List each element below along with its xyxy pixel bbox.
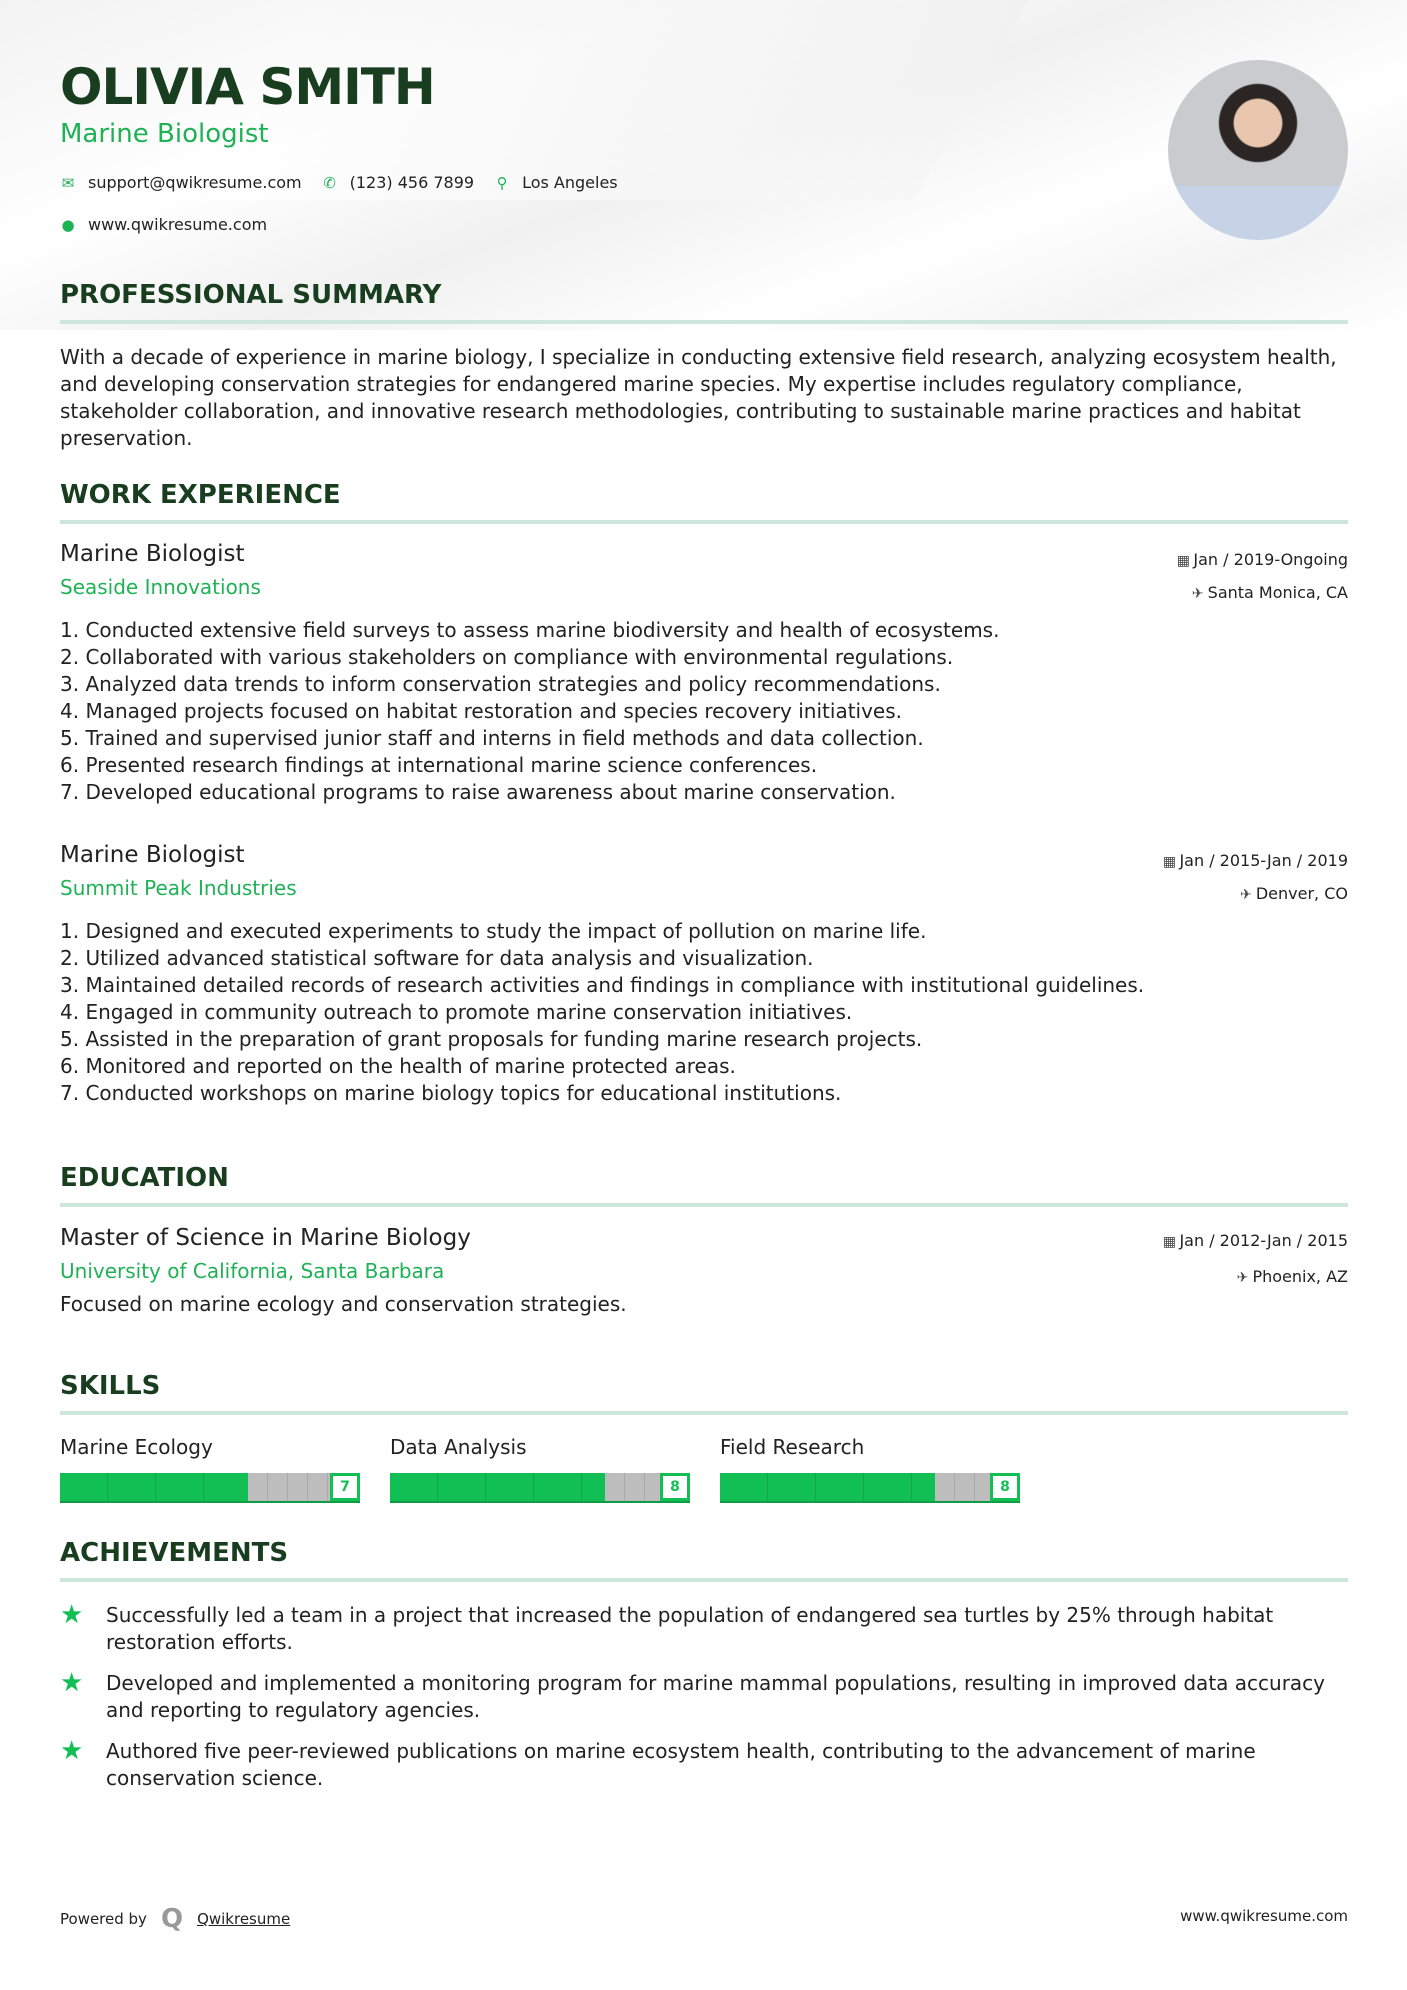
skill-item (720, 1435, 1020, 1503)
skills-section (60, 1371, 1348, 1415)
list-item: 3. Analyzed data trends to inform conservation strategies and policy recommendations. (60, 672, 941, 696)
star-icon: ★ (60, 1736, 84, 1766)
location-pin-icon: ⚲ (496, 173, 508, 192)
company: Seaside Innovations (60, 575, 261, 599)
achievement-item (60, 1670, 1348, 1724)
skill-name: Marine Ecology (60, 1435, 213, 1459)
list-item: 1. Designed and executed experiments to study the impact of pollution on marine life. (60, 919, 927, 943)
list-item: 5. Trained and supervised junior staff and interns in field methods and data collection. (60, 726, 924, 750)
skill-bar-fill (390, 1473, 605, 1501)
education-location: ✈ Phoenix, AZ (1232, 1267, 1348, 1286)
list-item: 3. Maintained detailed records of research activities and findings in compliance with institutional guidelines. (60, 973, 1145, 997)
job-location: ✈ Santa Monica, CA (1188, 583, 1348, 602)
job-date: ▦ Jan / 2019-Ongoing (1173, 550, 1348, 569)
achievement-item (60, 1738, 1348, 1792)
achievements-section (60, 1538, 1348, 1806)
list-item: 1. Conducted extensive field surveys to assess marine biodiversity and health of ecosystems. (60, 618, 1000, 642)
powered-by: Powered by (60, 1910, 147, 1928)
skill-bar-empty (248, 1473, 330, 1501)
footer-left (60, 1904, 290, 1934)
job-location: ✈ Denver, CO (1236, 884, 1348, 903)
job-title: Marine Biologist (60, 541, 245, 567)
star-icon: ★ (60, 1600, 84, 1630)
skill-item (390, 1435, 690, 1503)
list-item: 5. Assisted in the preparation of grant proposals for funding marine research projects. (60, 1027, 923, 1051)
skill-bar (60, 1473, 360, 1503)
job-bullets (60, 918, 1348, 1107)
skill-bar-empty (605, 1473, 660, 1501)
globe-icon: ● (61, 215, 75, 234)
skill-level: 8 (660, 1473, 690, 1501)
pin-icon: ✈ (1191, 586, 1204, 602)
email-icon: ✉ (61, 173, 75, 192)
education-description: Focused on marine ecology and conservation strategies. (60, 1292, 627, 1316)
candidate-name: OLIVIA SMITH (60, 58, 435, 116)
degree: Master of Science in Marine Biology (60, 1225, 471, 1251)
candidate-title: Marine Biologist (60, 119, 269, 149)
profile-photo (1168, 60, 1348, 240)
section-heading: PROFESSIONAL SUMMARY (60, 280, 1348, 324)
achievement-text: Authored five peer-reviewed publications on marine ecosystem health, contributing to the advancement of marine conservation science. (106, 1739, 1256, 1790)
calendar-icon: ▦ (1176, 553, 1191, 569)
summary-text: With a decade of experience in marine biology, I specialize in conducting extensive field research, analyzing ecosystem health, and developing conservation strategies for endangered marine species. My expertise includes regulatory compliance, stakeholder collaboration, and innovative research methodologies, contributing to sustainable marine practices and habitat preservation. (60, 345, 1337, 450)
calendar-icon: ▦ (1162, 854, 1177, 870)
skill-bar-empty (935, 1473, 990, 1501)
skill-name: Data Analysis (390, 1435, 527, 1459)
job-bullets (60, 617, 1348, 806)
school: University of California, Santa Barbara (60, 1259, 445, 1283)
job-entry (60, 842, 1348, 1107)
calendar-icon: ▦ (1162, 1234, 1177, 1250)
email[interactable]: support@qwikresume.com (88, 173, 302, 192)
list-item: 2. Collaborated with various stakeholders on compliance with environmental regulations. (60, 645, 954, 669)
skill-level: 8 (990, 1473, 1020, 1501)
list-item: 7. Developed educational programs to raise awareness about marine conservation. (60, 780, 896, 804)
achievement-item (60, 1602, 1348, 1656)
skill-bar-fill (720, 1473, 935, 1501)
skill-name: Field Research (720, 1435, 865, 1459)
company: Summit Peak Industries (60, 876, 297, 900)
education-date: ▦ Jan / 2012-Jan / 2015 (1159, 1231, 1348, 1250)
phone-icon: ✆ (323, 173, 336, 192)
section-heading: ACHIEVEMENTS (60, 1538, 1348, 1582)
qwikresume-logo-icon: Q (160, 1904, 184, 1934)
job-title: Marine Biologist (60, 842, 245, 868)
section-heading: SKILLS (60, 1371, 1348, 1415)
education-section (60, 1163, 1348, 1318)
brand-link[interactable]: Qwikresume (197, 1910, 291, 1928)
pin-icon: ✈ (1236, 1270, 1249, 1286)
job-entry (60, 541, 1348, 806)
job-date: ▦ Jan / 2015-Jan / 2019 (1159, 851, 1348, 870)
skill-bar (720, 1473, 1020, 1503)
list-item: 6. Monitored and reported on the health of marine protected areas. (60, 1054, 736, 1078)
footer-url[interactable]: www.qwikresume.com (1180, 1907, 1348, 1925)
website[interactable]: www.qwikresume.com (88, 215, 268, 234)
experience-section (60, 480, 1348, 524)
list-item: 6. Presented research findings at international marine science conferences. (60, 753, 818, 777)
summary-section (60, 280, 1348, 452)
section-heading: WORK EXPERIENCE (60, 480, 1348, 524)
skill-bar-fill (60, 1473, 248, 1501)
skill-level: 7 (330, 1473, 360, 1501)
list-item: 2. Utilized advanced statistical software for data analysis and visualization. (60, 946, 814, 970)
skill-bar (390, 1473, 690, 1503)
section-heading: EDUCATION (60, 1163, 1348, 1207)
list-item: 4. Managed projects focused on habitat restoration and species recovery initiatives. (60, 699, 903, 723)
website-row (58, 215, 267, 234)
phone: (123) 456 7899 (349, 173, 475, 192)
skill-item (60, 1435, 360, 1503)
pin-icon: ✈ (1239, 887, 1252, 903)
list-item: 4. Engaged in community outreach to promote marine conservation initiatives. (60, 1000, 853, 1024)
achievement-text: Successfully led a team in a project that increased the population of endangered sea turtles by 25% through habitat restoration efforts. (106, 1603, 1274, 1654)
achievement-text: Developed and implemented a monitoring program for marine mammal populations, resulting in improved data accuracy and reporting to regulatory agencies. (106, 1671, 1326, 1722)
location: Los Angeles (522, 173, 618, 192)
list-item: 7. Conducted workshops on marine biology topics for educational institutions. (60, 1081, 842, 1105)
star-icon: ★ (60, 1668, 84, 1698)
contact-row (58, 173, 618, 192)
